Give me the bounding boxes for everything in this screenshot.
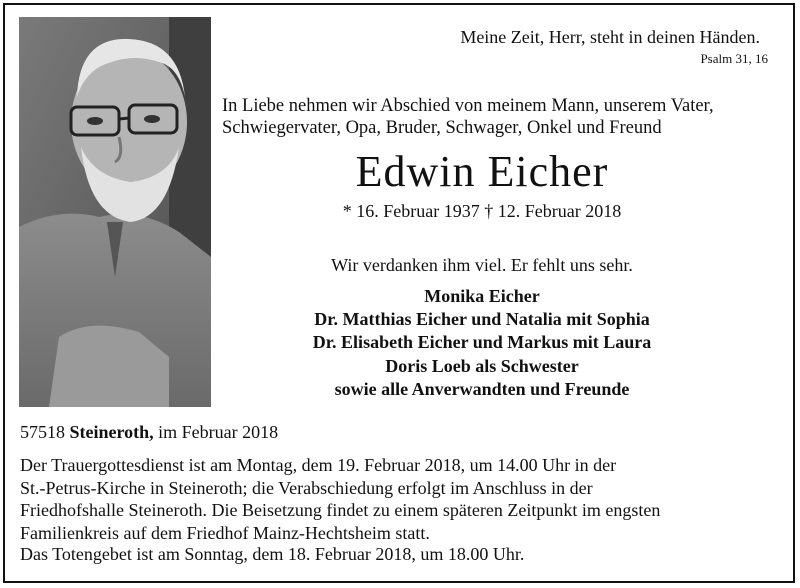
thanks-line: Wir verdanken ihm viel. Er fehlt uns sehr. [331, 255, 633, 275]
portrait-illustration [19, 17, 211, 407]
service-line: St.-Petrus-Kirche in Steineroth; die Verabschiedung erfolgt im Anschluss in der [20, 477, 593, 498]
postcode: 57518 [20, 422, 65, 442]
intro-line: In Liebe nehmen wir Abschied von meinem Mann, unserem Vater, [222, 96, 714, 116]
intro-text [222, 95, 782, 139]
deceased-name: Edwin Eicher [355, 147, 609, 196]
mourners-list [222, 285, 742, 401]
intro-line: Schwiegervater, Opa, Bruder, Schwager, Onkel und Freund [222, 118, 662, 138]
prayer-notice: Das Totengebet ist am Sonntag, dem 18. Februar 2018, um 18.00 Uhr. [20, 544, 525, 564]
mourner-entry: sowie alle Anverwandten und Freunde [334, 378, 630, 399]
town: Steineroth, [69, 422, 154, 442]
month-year: im Februar 2018 [158, 422, 279, 442]
service-line: Familienkreis auf dem Friedhof Mainz-Hechtsheim statt. [20, 522, 430, 543]
mourner-entry: Dr. Matthias Eicher und Natalia mit Sophia [314, 309, 650, 330]
life-dates: * 16. Februar 1937 † 12. Februar 2018 [342, 201, 622, 221]
mourner-entry: Doris Loeb als Schwester [385, 355, 579, 376]
psalm-reference: Psalm 31, 16 [700, 51, 768, 66]
service-line: Der Trauergottesdienst ist am Montag, dem 19. Februar 2018, um 14.00 Uhr in der [20, 455, 617, 475]
place-date-line [20, 422, 278, 443]
portrait-photo [19, 17, 211, 407]
mourner-entry: Monika Eicher [424, 286, 540, 306]
service-details [20, 454, 760, 544]
mourner-entry: Dr. Elisabeth Eicher und Markus mit Laura [312, 332, 652, 353]
psalm-quote: Meine Zeit, Herr, steht in deinen Händen. [460, 27, 760, 47]
service-line: Friedhofshalle Steineroth. Die Beisetzung findet zu einem späteren Zeitpunkt im engsten [20, 500, 661, 520]
